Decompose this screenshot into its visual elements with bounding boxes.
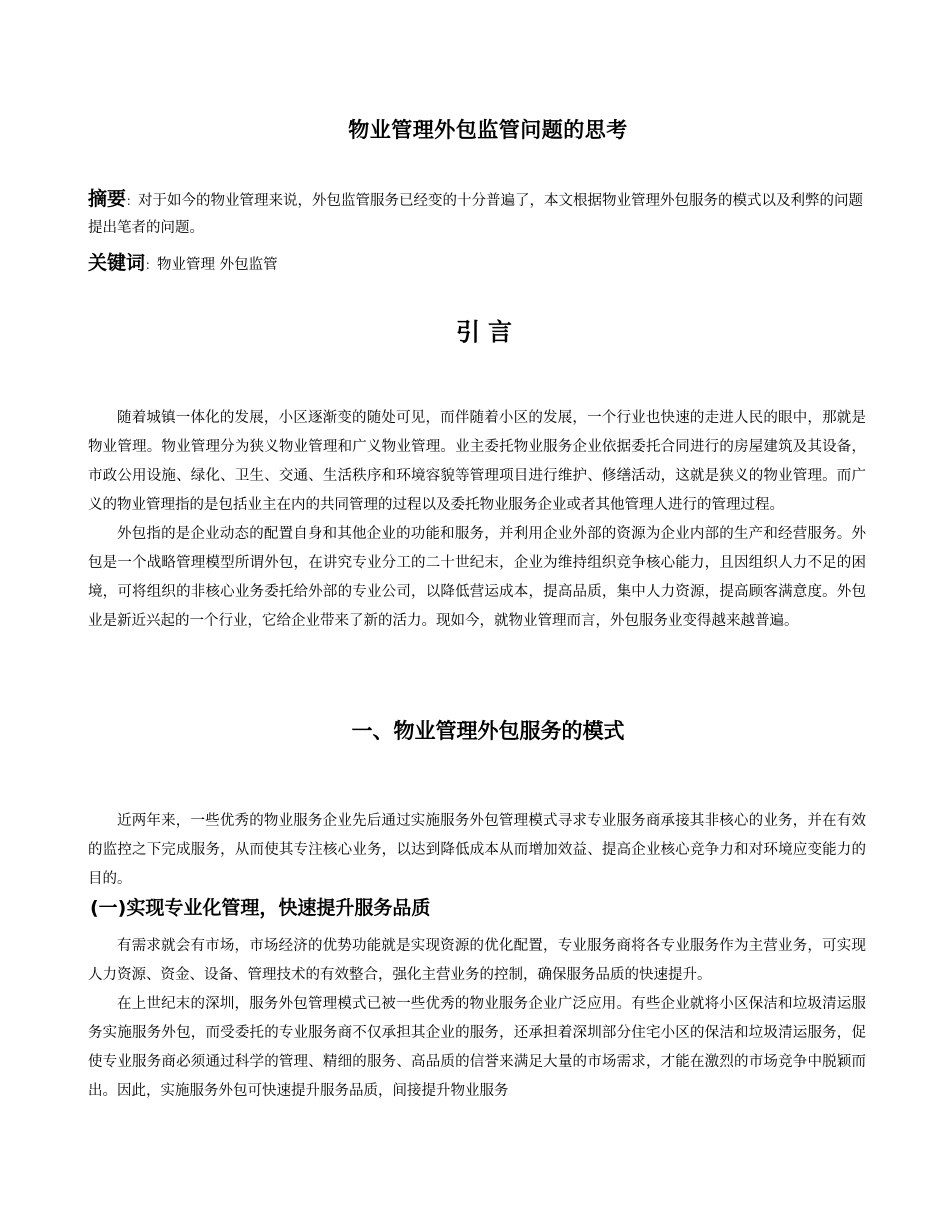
subsection1-paragraph-2: 在上世纪末的深圳，服务外包管理模式已被一些优秀的物业服务企业广泛应用。有些企业就将小区保洁和垃圾清运服务实施服务外包，而受委托的专业服务商不仅承担其企业的服务，还承担着深圳部分住宅小区的保洁和垃圾清运服务，促使专业服务商必须通过科学的管理、精细的服务、高品质的信誉来满足大量的市场需求，才能在激烈的市场竞争中脱颖而出。因此，实施服务外包可快速提升服务品质，间接提升物业服务 — [88, 996, 866, 1099]
section1-heading: 一、物业管理外包服务的模式 — [351, 719, 625, 743]
intro-heading: 引言 — [456, 318, 520, 346]
intro-paragraph-1: 随着城镇一体化的发展，小区逐渐变的随处可见，而伴随着小区的发展，一个行业也快速的走进人民的眼中，那就是物业管理。物业管理分为狭义物业管理和广义物业管理。业主委托物业服务企业依据委托合同进行的房屋建筑及其设备，市政公用设施、绿化、卫生、交通、生活秩序和环境容貌等管理项目进行维护、修缮活动，这就是狭义的物业管理。而广义的物业管理指的是包括业主在内的共同管理的过程以及委托物业服务企业或者其他管理人进行的管理过程。 — [88, 410, 866, 513]
section1-body — [88, 807, 866, 894]
abstract-label: 摘要 — [88, 188, 127, 210]
keywords-label: 关键词 — [88, 252, 146, 274]
subsection1-paragraph-1: 有需求就会有市场，市场经济的优势功能就是实现资源的优化配置，专业服务商将各专业服务作为主营业务，可实现人力资源、资金、设备、管理技术的有效整合，强化主营业务的控制，确保服务品质的快速提升。 — [88, 938, 866, 983]
subsection1-body — [88, 932, 866, 1106]
subsection1-heading: (一)实现专业化管理，快速提升服务品质 — [90, 897, 431, 919]
abstract-colon: ： — [126, 194, 139, 208]
keywords-colon: ： — [145, 258, 158, 272]
intro-paragraph-2: 外包指的是企业动态的配置自身和其他企业的功能和服务，并利用企业外部的资源为企业内部的生产和经营服务。外包是一个战略管理模型所谓外包，在讲究专业分工的二十世纪末，企业为维持组织竞争核心能力，且因组织人力不足的困境，可将组织的非核心业务委托给外部的专业公司，以降低营运成本，提高品质，集中人力资源，提高顾客满意度。外包业是新近兴起的一个行业，它给企业带来了新的活力。现如今，就物业管理而言，外包服务业变得越来越普遍。 — [88, 526, 866, 629]
intro-body — [88, 404, 866, 636]
abstract — [88, 186, 864, 242]
keywords-text: 物业管理 外包监管 — [157, 257, 278, 273]
section1-paragraph-1: 近两年来，一些优秀的物业服务企业先后通过实施服务外包管理模式寻求专业服务商承接其非核心的业务，并在有效的监控之下完成服务，从而使其专注核心业务，以达到降低成本从而增加效益、提高企业核心竞争力和对环境应变能力的目的。 — [88, 813, 866, 887]
abstract-text: 对于如今的物业管理来说，外包监管服务已经变的十分普遍了，本文根据物业管理外包服务的模式以及利弊的问题提出笔者的问题。 — [88, 193, 864, 236]
keywords — [88, 248, 864, 280]
document-title: 物业管理外包监管问题的思考 — [348, 118, 628, 142]
